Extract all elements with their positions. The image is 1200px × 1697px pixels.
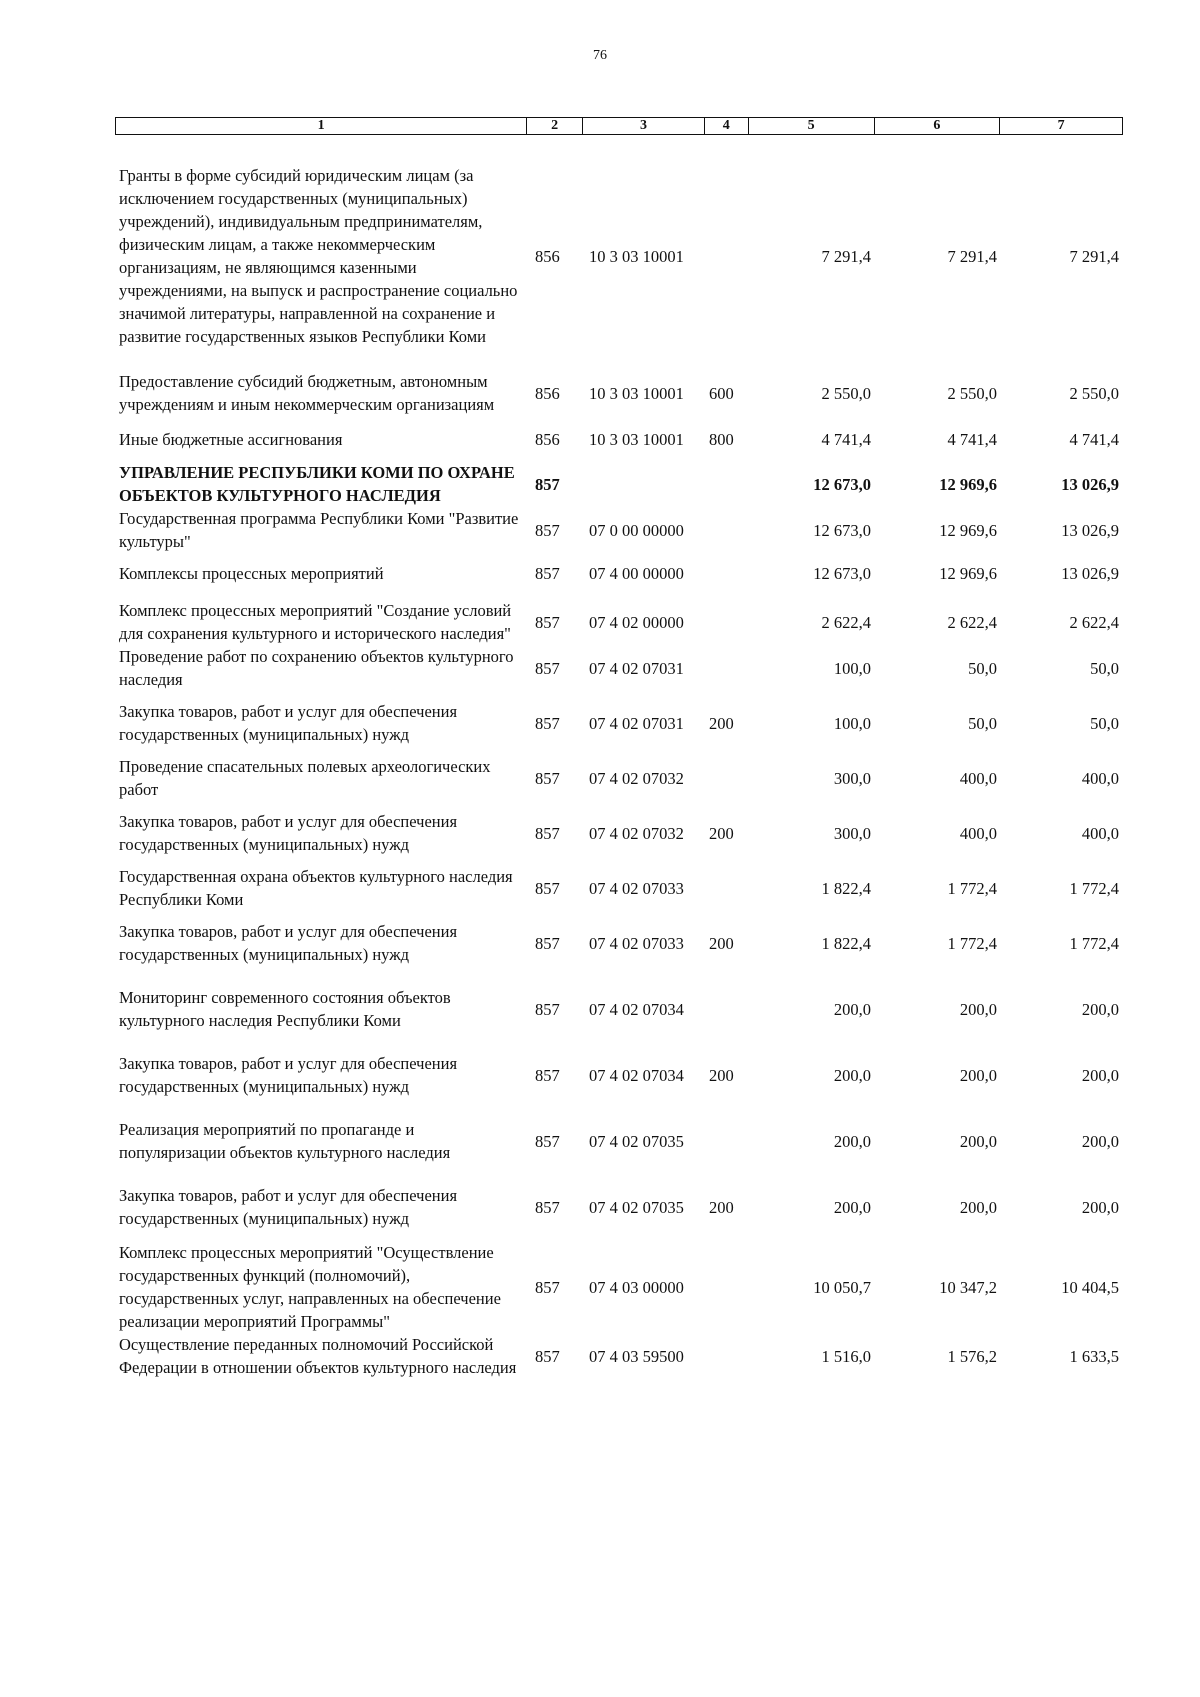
row-name-cell: Реализация мероприятий по пропаганде и популяризации объектов культурного наследия	[119, 1120, 451, 1162]
amount-year2-cell: 1 772,4	[947, 933, 997, 953]
ministry-code-cell: 857	[535, 1346, 560, 1366]
target-article-cell: 07 4 02 07033	[589, 933, 684, 953]
amount-year3-cell: 200,0	[1081, 1197, 1119, 1217]
ministry-code-cell: 856	[535, 430, 560, 449]
table-row	[115, 507, 1123, 553]
amount-year3-cell: 10 404,5	[1061, 1277, 1119, 1297]
table-row	[115, 370, 1123, 416]
amount-year1-cell: 2 622,4	[821, 612, 871, 632]
row-name-cell: Комплекс процессных мероприятий "Осуществление государственных функций (полномочий), государственных услуг, направленных на обеспечение реализации мероприятий Программы"	[119, 1243, 501, 1331]
amount-year1-cell: 200,0	[833, 999, 871, 1019]
amount-year3-cell: 200,0	[1081, 999, 1119, 1019]
ministry-code-cell: 857	[535, 612, 560, 632]
row-name-cell: УПРАВЛЕНИЕ РЕСПУБЛИКИ КОМИ ПО ОХРАНЕ ОБЪЕКТОВ КУЛЬТУРНОГО НАСЛЕДИЯ	[119, 463, 515, 505]
expense-type-cell: 200	[709, 823, 734, 843]
target-article-cell: 07 4 02 07031	[589, 713, 684, 733]
amount-year3-cell: 7 291,4	[1069, 246, 1119, 266]
expense-type-cell: 200	[709, 713, 734, 733]
amount-year3-cell: 50,0	[1090, 658, 1119, 678]
table-row	[115, 865, 1123, 911]
amount-year1-cell: 200,0	[833, 1131, 871, 1151]
ministry-code-cell: 856	[535, 383, 560, 403]
expense-type-cell: 600	[709, 383, 734, 403]
table-row	[115, 428, 1123, 451]
row-name-cell: Государственная программа Республики Коми "Развитие культуры"	[119, 509, 519, 551]
amount-year2-cell: 400,0	[959, 823, 997, 843]
ministry-code-cell: 857	[535, 823, 560, 843]
column-header-3: 3	[583, 118, 705, 134]
ministry-code-cell: 857	[535, 713, 560, 733]
amount-year3-cell: 200,0	[1081, 1131, 1119, 1151]
ministry-code-cell: 857	[535, 564, 560, 583]
row-name-cell: Закупка товаров, работ и услуг для обеспечения государственных (муниципальных) нужд	[119, 812, 458, 854]
table-row	[115, 920, 1123, 966]
ministry-code-cell: 857	[535, 474, 560, 494]
amount-year3-cell: 200,0	[1081, 1065, 1119, 1085]
expense-type-cell: 800	[709, 430, 734, 449]
row-name-cell: Предоставление субсидий бюджетным, автономным учреждениям и иным некоммерческим организациям	[119, 372, 495, 414]
table-row	[115, 810, 1123, 856]
target-article-cell: 07 4 02 07035	[589, 1197, 684, 1217]
amount-year3-cell: 1 772,4	[1069, 878, 1119, 898]
amount-year2-cell: 200,0	[959, 999, 997, 1019]
amount-year1-cell: 1 516,0	[821, 1346, 871, 1366]
amount-year1-cell: 200,0	[833, 1197, 871, 1217]
table-row	[115, 1333, 1123, 1379]
expense-type-cell: 200	[709, 1197, 734, 1217]
row-name-cell: Закупка товаров, работ и услуг для обеспечения государственных (муниципальных) нужд	[119, 702, 458, 744]
amount-year1-cell: 4 741,4	[821, 430, 871, 449]
amount-year2-cell: 7 291,4	[947, 246, 997, 266]
column-header-2: 2	[527, 118, 583, 134]
target-article-cell: 07 4 03 59500	[589, 1346, 684, 1366]
target-article-cell: 10 3 03 10001	[589, 430, 684, 449]
column-header-5: 5	[749, 118, 875, 134]
target-article-cell: 10 3 03 10001	[589, 246, 684, 266]
amount-year3-cell: 2 550,0	[1069, 383, 1119, 403]
table-row	[115, 1118, 1123, 1164]
amount-year1-cell: 12 673,0	[813, 474, 871, 494]
amount-year1-cell: 300,0	[833, 768, 871, 788]
table-header-row	[115, 117, 1123, 135]
amount-year2-cell: 12 969,6	[939, 474, 997, 494]
amount-year3-cell: 13 026,9	[1061, 520, 1119, 540]
table-row	[115, 645, 1123, 691]
ministry-code-cell: 857	[535, 768, 560, 788]
ministry-code-cell: 857	[535, 1277, 560, 1297]
expense-type-cell: 200	[709, 1065, 734, 1085]
row-name-cell: Государственная охрана объектов культурного наследия Республики Коми	[119, 867, 513, 909]
target-article-cell: 07 4 02 07034	[589, 1065, 684, 1085]
ministry-code-cell: 857	[535, 1197, 560, 1217]
ministry-code-cell: 857	[535, 658, 560, 678]
row-name-cell: Комплекс процессных мероприятий "Создание условий для сохранения культурного и исторического наследия"	[119, 601, 512, 643]
amount-year2-cell: 200,0	[959, 1065, 997, 1085]
row-name-cell: Мониторинг современного состояния объектов культурного наследия Республики Коми	[119, 988, 451, 1030]
row-name-cell: Иные бюджетные ассигнования	[119, 430, 343, 449]
amount-year3-cell: 4 741,4	[1069, 430, 1119, 449]
amount-year1-cell: 12 673,0	[813, 564, 871, 583]
table-row	[115, 986, 1123, 1032]
target-article-cell: 07 4 02 07033	[589, 878, 684, 898]
table-row	[115, 1184, 1123, 1230]
amount-year3-cell: 400,0	[1081, 823, 1119, 843]
amount-year3-cell: 50,0	[1090, 713, 1119, 733]
table-row	[115, 755, 1123, 801]
amount-year2-cell: 1 576,2	[947, 1346, 997, 1366]
amount-year2-cell: 50,0	[968, 658, 997, 678]
target-article-cell: 07 4 02 07032	[589, 823, 684, 843]
target-article-cell: 07 0 00 00000	[589, 520, 684, 540]
table-row	[115, 1241, 1123, 1333]
amount-year3-cell: 13 026,9	[1061, 564, 1119, 583]
amount-year2-cell: 2 550,0	[947, 383, 997, 403]
amount-year1-cell: 2 550,0	[821, 383, 871, 403]
amount-year1-cell: 12 673,0	[813, 520, 871, 540]
target-article-cell: 07 4 00 00000	[589, 564, 684, 583]
target-article-cell: 07 4 02 07032	[589, 768, 684, 788]
row-name-cell: Закупка товаров, работ и услуг для обеспечения государственных (муниципальных) нужд	[119, 1186, 458, 1228]
ministry-code-cell: 857	[535, 1131, 560, 1151]
table-row	[115, 461, 1123, 507]
amount-year2-cell: 12 969,6	[939, 564, 997, 583]
ministry-code-cell: 857	[535, 933, 560, 953]
amount-year2-cell: 400,0	[959, 768, 997, 788]
table-row	[115, 1052, 1123, 1098]
amount-year1-cell: 1 822,4	[821, 933, 871, 953]
ministry-code-cell: 856	[535, 246, 560, 266]
table-row	[115, 562, 1123, 585]
ministry-code-cell: 857	[535, 999, 560, 1019]
row-name-cell: Закупка товаров, работ и услуг для обеспечения государственных (муниципальных) нужд	[119, 922, 458, 964]
amount-year3-cell: 1 772,4	[1069, 933, 1119, 953]
budget-table-body	[115, 164, 1123, 1379]
row-name-cell: Осуществление переданных полномочий Российской Федерации в отношении объектов культурного наследия	[119, 1335, 517, 1377]
amount-year2-cell: 1 772,4	[947, 878, 997, 898]
row-name-cell: Проведение спасательных полевых археологических работ	[119, 757, 491, 799]
ministry-code-cell: 857	[535, 878, 560, 898]
amount-year1-cell: 1 822,4	[821, 878, 871, 898]
amount-year1-cell: 300,0	[833, 823, 871, 843]
target-article-cell: 07 4 03 00000	[589, 1277, 684, 1297]
column-header-7: 7	[1057, 118, 1065, 133]
amount-year1-cell: 200,0	[833, 1065, 871, 1085]
amount-year1-cell: 10 050,7	[813, 1277, 871, 1297]
amount-year2-cell: 200,0	[959, 1131, 997, 1151]
row-name-cell: Гранты в форме субсидий юридическим лицам (за исключением государственных (муниципальных) учреждений), индивидуальным предпринимателям, физическим лицам, а также некоммерческим организациям, не являющимся казенными учреждениями, на выпуск и распространение социально значимой литературы, направленной на сохранение и развитие государственных языков Республики Коми	[119, 166, 518, 346]
column-header-1: 1	[116, 118, 527, 134]
page-number: 76	[593, 48, 607, 63]
expense-type-cell: 200	[709, 933, 734, 953]
amount-year2-cell: 50,0	[968, 713, 997, 733]
amount-year3-cell: 1 633,5	[1069, 1346, 1119, 1366]
amount-year2-cell: 2 622,4	[947, 612, 997, 632]
target-article-cell: 07 4 02 07031	[589, 658, 684, 678]
amount-year3-cell: 13 026,9	[1061, 474, 1119, 494]
table-row	[115, 599, 1123, 645]
target-article-cell: 07 4 02 07035	[589, 1131, 684, 1151]
column-header-6: 6	[875, 118, 1001, 134]
ministry-code-cell: 857	[535, 520, 560, 540]
amount-year2-cell: 12 969,6	[939, 520, 997, 540]
amount-year1-cell: 100,0	[833, 658, 871, 678]
column-header-4: 4	[705, 118, 749, 134]
amount-year2-cell: 200,0	[959, 1197, 997, 1217]
target-article-cell: 07 4 02 07034	[589, 999, 684, 1019]
amount-year1-cell: 100,0	[833, 713, 871, 733]
row-name-cell: Закупка товаров, работ и услуг для обеспечения государственных (муниципальных) нужд	[119, 1054, 458, 1096]
row-name-cell: Проведение работ по сохранению объектов культурного наследия	[119, 647, 514, 689]
target-article-cell: 10 3 03 10001	[589, 383, 684, 403]
ministry-code-cell: 857	[535, 1065, 560, 1085]
table-row	[115, 700, 1123, 746]
amount-year3-cell: 2 622,4	[1069, 612, 1119, 632]
amount-year3-cell: 400,0	[1081, 768, 1119, 788]
target-article-cell: 07 4 02 00000	[589, 612, 684, 632]
amount-year2-cell: 10 347,2	[939, 1277, 997, 1297]
amount-year1-cell: 7 291,4	[821, 246, 871, 266]
table-row	[115, 164, 1123, 348]
amount-year2-cell: 4 741,4	[947, 430, 997, 449]
row-name-cell: Комплексы процессных мероприятий	[119, 564, 384, 583]
